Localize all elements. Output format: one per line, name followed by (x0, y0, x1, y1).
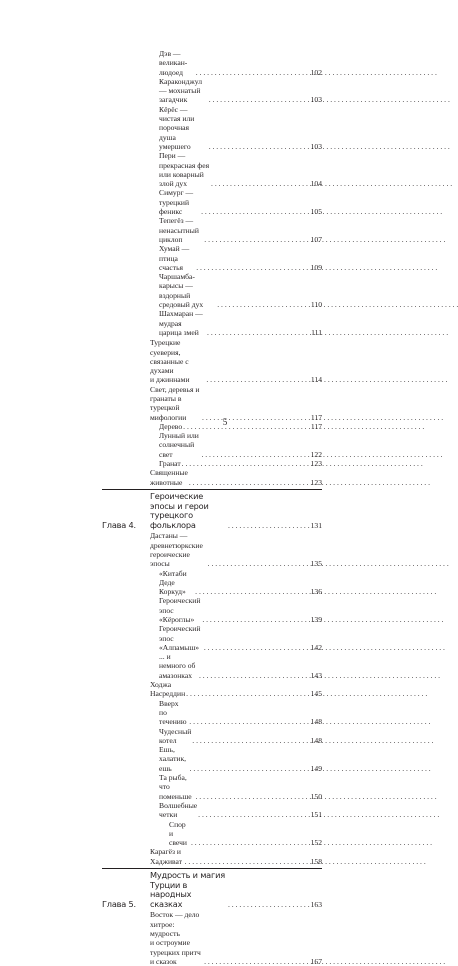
toc-entry: Тепегёз — ненасытный циклоп . . . 107 (159, 216, 322, 244)
chapter-title: Героические эпосы и герои турецкого фольклора (150, 490, 209, 530)
chapter-title: Мудрость и магия Турции в народных сказках (150, 870, 225, 909)
toc-entry: Вверх по течению . . . 148 (159, 699, 322, 727)
toc-entry: Шахмаран — мудрая царица змей . . . 111 (159, 309, 322, 337)
section-epics (102, 569, 322, 681)
toc-entry: Ходжа Насреддин . . . 145 (150, 680, 322, 699)
toc-entry: Карагёз и Хадживат . . . 158 (150, 847, 322, 866)
toc-entry: Симург — турецкий феникс . . . 105 (159, 188, 322, 216)
chapter-label: Глава 4. (102, 519, 136, 530)
toc-entry: Та рыба, что поменьше . . . 150 (159, 773, 322, 801)
toc-entry: Свет, деревья и гранаты в турецкой мифологии . . . 117 (150, 385, 322, 422)
toc-entry: Хумай — птица счастья . . . 109 (159, 244, 322, 272)
leader-dots: . . . . . . . . . . . . . . . . . . . . . . (227, 520, 310, 530)
page-number: 5 (222, 417, 228, 427)
toc-entry: Дерево . . . 117 (159, 422, 322, 431)
chapter-page: 163 (310, 899, 322, 909)
chapter-divider (102, 868, 322, 869)
table-of-contents (102, 49, 322, 966)
section-creatures (102, 49, 322, 337)
section-karagoz (102, 847, 322, 866)
toc-entry: Пери — прекрасная фея или коварный злой дух . . . 104 (159, 151, 322, 188)
chapter-4-heading (102, 492, 322, 530)
toc-entry: Дастаны — древнетюркские героические эпосы . . . 135 (150, 531, 322, 568)
chapter-5-heading (102, 871, 322, 909)
toc-entry: Восток — дело хитрое: мудрость и остроумие турецких притч и сказок . . . 167 (150, 910, 322, 966)
toc-entry: Ешь, халатик, ешь . . . 149 (159, 745, 322, 773)
toc-entry: Спор и свечи . . . 152 (159, 820, 322, 848)
toc-entry: Караконджул — мохнатый загадчик . . . 103 (159, 77, 322, 105)
section-dastans (102, 531, 322, 568)
toc-entry: Кёрёс — чистая или порочная душа умершего . . . 103 (159, 105, 322, 151)
toc-entry: Гранат . . . 123 (159, 459, 322, 468)
toc-entry: Чудесный котел . . . 148 (159, 727, 322, 746)
chapter-page: 131 (310, 520, 322, 530)
section-nasreddin-stories (102, 699, 322, 848)
section-beliefs (102, 338, 322, 422)
toc-entry: Дэв — великан-людоед . . . 102 (159, 49, 322, 77)
toc-entry: Священные животные . . . 123 (150, 468, 322, 487)
toc-entry: Турецкие суеверия, связанные с духами и джиннами . . . 114 (150, 338, 322, 384)
toc-entry: Чаршамба-карысы — вздорный средовый дух . . . 110 (159, 272, 322, 309)
toc-entry: «Китаби Деде Коркуд» . . . 136 (159, 569, 322, 597)
section-wisdom (102, 910, 322, 966)
leader-dots: . . . . . . . . . . . . . . . . . . . . . . (227, 899, 310, 909)
section-animals (102, 468, 322, 487)
section-light-trees (102, 422, 322, 468)
toc-entry: Волшебные четки . . . 151 (159, 801, 322, 820)
toc-entry: Лунный или солнечный свет . . . 122 (159, 431, 322, 459)
section-nasreddin (102, 680, 322, 699)
toc-entry: ... и немного об амазонках . . . 143 (159, 652, 322, 680)
chapter-divider (102, 489, 322, 490)
chapter-label: Глава 5. (102, 898, 136, 909)
toc-entry: Героический эпос «Алпамыш» . . . 142 (159, 624, 322, 652)
toc-entry: Героический эпос «Кёроглы» . . . 139 (159, 596, 322, 624)
